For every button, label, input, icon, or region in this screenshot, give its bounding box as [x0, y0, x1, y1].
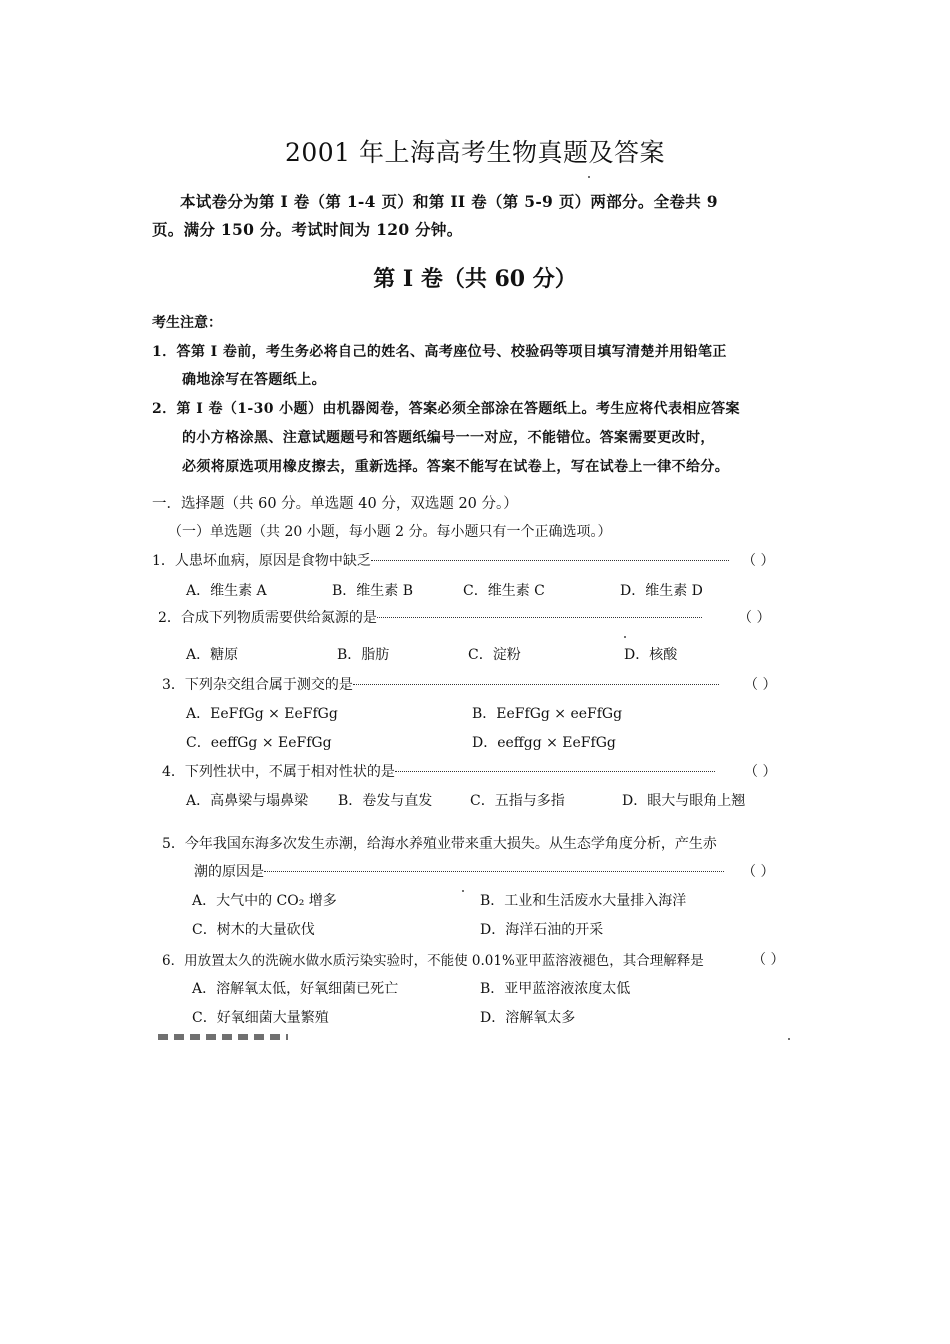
option-a: A．溶解氧太低，好氧细菌已死亡: [192, 981, 399, 997]
question-5-stem-line-1: 5．今年我国东海多次发生赤潮，给海水养殖业带来重大损失。从生态学角度分析，产生赤: [162, 836, 717, 852]
answer-paren: （ ）: [744, 764, 777, 780]
question-stem-text: 2．合成下列物质需要供给氮源的是: [158, 610, 377, 626]
option-a: A．EeFfGg × EeFfGg: [186, 706, 338, 722]
option-d: D．核酸: [624, 647, 678, 663]
option-c: C．五指与多指: [470, 793, 565, 809]
notice-item-2-line-3: 必须将原选项用橡皮擦去，重新选择。答案不能写在试卷上，写在试卷上一律不给分。: [182, 459, 730, 475]
cut-off-text-fragment: [158, 1034, 288, 1040]
option-d: D．eeffgg × EeFfGg: [472, 735, 616, 751]
option-a: A．维生素 A: [186, 583, 267, 599]
question-4-stem: [162, 761, 715, 781]
answer-paren: （ ）: [742, 553, 775, 569]
option-b: B．维生素 B: [332, 583, 414, 599]
question-stem-text: 4．下列性状中，不属于相对性状的是: [162, 764, 395, 780]
intro-line-1: 本试卷分为第 I 卷（第 1-4 页）和第 II 卷（第 5-9 页）两部分。全卷共 9: [180, 192, 718, 211]
option-b: B．EeFfGg × eeFfGg: [472, 706, 623, 722]
dot-leader: [377, 617, 702, 618]
option-c: C．淀粉: [468, 647, 521, 663]
scan-speck: [788, 1038, 790, 1040]
question-stem-text: 1．人患坏血病，原因是食物中缺乏: [152, 553, 371, 569]
page-title: 2001 年上海高考生物真题及答案: [284, 138, 666, 167]
dot-leader: [371, 560, 729, 561]
answer-paren: （ ）: [742, 864, 775, 880]
answer-paren: （ ）: [744, 677, 777, 693]
notice-item-1-line-1: 1．答第 I 卷前，考生务必将自己的姓名、高考座位号、校验码等项目填写清楚并用铅笔正: [152, 344, 727, 360]
subsection-heading: （一）单选题（共 20 小题，每小题 2 分。每小题只有一个正确选项。）: [168, 524, 612, 540]
question-2-stem: [158, 607, 702, 627]
part-one-title: 第 I 卷（共 60 分）: [373, 266, 577, 292]
question-stem-text: 6．用放置太久的洗碗水做水质污染实验时，不能使 0.01%亚甲蓝溶液褪色，其合理解释是: [162, 953, 704, 969]
option-a: A．大气中的 CO₂ 增多: [192, 893, 337, 909]
option-b: B．亚甲蓝溶液浓度太低: [480, 981, 631, 997]
option-d: D．溶解氧太多: [480, 1010, 576, 1026]
option-b: B．卷发与直发: [338, 793, 433, 809]
question-1-stem: [152, 550, 729, 570]
answer-paren: （ ）: [738, 610, 771, 626]
option-c: C．维生素 C: [463, 583, 545, 599]
question-stem-text: 3．下列杂交组合属于测交的是: [162, 677, 353, 693]
intro-line-2: 页。满分 150 分。考试时间为 120 分钟。: [152, 220, 463, 239]
notice-item-2-line-2: 的小方格涂黑、注意试题题号和答题纸编号一一对应，不能错位。答案需要更改时，: [182, 430, 715, 446]
scan-speck: [462, 890, 464, 892]
answer-paren: （ ）: [752, 952, 785, 968]
option-a: A．高鼻梁与塌鼻梁: [186, 793, 309, 809]
option-d: D．维生素 D: [620, 583, 703, 599]
option-c: C．树木的大量砍伐: [192, 922, 315, 938]
option-b: B．工业和生活废水大量排入海洋: [480, 893, 687, 909]
option-c: C．eeffGg × EeFfGg: [186, 735, 332, 751]
question-stem-text: 潮的原因是: [194, 864, 264, 880]
option-a: A．糖原: [186, 647, 239, 663]
question-6-stem: [162, 949, 704, 969]
scan-speck: [624, 636, 626, 638]
question-3-stem: [162, 674, 719, 694]
dot-leader: [353, 684, 719, 685]
option-d: D．海洋石油的开采: [480, 922, 604, 938]
notice-item-1-line-2: 确地涂写在答题纸上。: [182, 372, 326, 388]
option-c: C．好氧细菌大量繁殖: [192, 1010, 329, 1026]
option-d: D．眼大与眼角上翘: [622, 793, 746, 809]
question-5-stem-line-2: [194, 861, 724, 881]
dot-leader: [395, 771, 715, 772]
notice-item-2-line-1: 2．第 I 卷（1-30 小题）由机器阅卷，答案必须全部涂在答题纸上。考生应将代表相应答案: [152, 401, 740, 417]
notice-heading: 考生注意：: [152, 315, 222, 331]
dot-leader: [264, 871, 724, 872]
option-b: B．脂肪: [337, 647, 390, 663]
section-heading: 一．选择题（共 60 分。单选题 40 分，双选题 20 分。）: [152, 496, 518, 512]
scan-speck: [588, 176, 590, 178]
